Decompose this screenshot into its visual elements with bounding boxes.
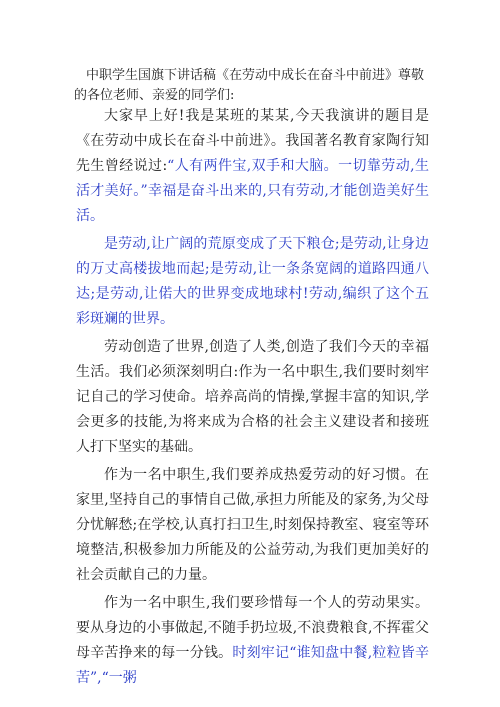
document-heading: 中职学生国旗下讲话稿《在劳动中成长在奋斗中前进》尊敬的各位老师、亲爱的同学们: xyxy=(74,68,425,103)
paragraph-5-highlight: 时刻牢记“谁知盘中餐,粒粒皆辛苦”,“一粥 xyxy=(76,645,430,686)
paragraph-1 xyxy=(76,104,429,229)
paragraph-4 xyxy=(76,463,429,588)
paragraph-5-text: 作为一名中职生,我们要珍惜每一个人的劳动果实。要从身边的小事做起,不随手扔垃圾,不浪费粮食,不挥霍父母辛苦挣来的每一分钱。 xyxy=(76,595,429,661)
paragraph-3-text: 劳动创造了世界,创造了人类,创造了我们今天的幸福生活。我们必须深刻明白:作为一名中职生,我们要时刻牢记自己的学习使命。培养高尚的情操,掌握丰富的知识,学会更多的技能,为将来成为合格的社会主义建设者和接班人打下坚实的基础。 xyxy=(76,339,429,455)
paragraph-5 xyxy=(76,591,429,691)
paragraph-2-highlight: 是劳动,让广阔的荒原变成了天下粮仓;是劳动,让身边的万丈高楼拔地而起;是劳动,让一条条宽阔的道路四通八达;是劳动,让偌大的世界变成地球村!劳动,编织了这个五彩斑斓的世界。 xyxy=(76,236,429,327)
paragraph-1-highlight: “人有两件宝,双手和大脑。一切靠劳动,生活才美好。”幸福是奋斗出来的,只有劳动,才能创造美好生活。 xyxy=(76,158,429,224)
paragraph-4-text: 作为一名中职生,我们要养成热爱劳动的好习惯。在家里,坚持自己的事情自己做,承担力所能及的家务,为父母分忧解愁;在学校,认真打扫卫生,时刻保持教室、寝室等环境整洁,积极参加力所能及的公益劳动,为我们更加美好的社会贡献自己的力量。 xyxy=(76,467,429,583)
paragraph-2 xyxy=(76,232,429,332)
document-body xyxy=(76,104,429,694)
paragraph-1-text: 大家早上好!我是某班的某某,今天我演讲的题目是《在劳动中成长在奋斗中前进》。我国著名教育家陶行知先生曾经说过: xyxy=(76,108,429,174)
paragraph-3 xyxy=(76,335,429,460)
